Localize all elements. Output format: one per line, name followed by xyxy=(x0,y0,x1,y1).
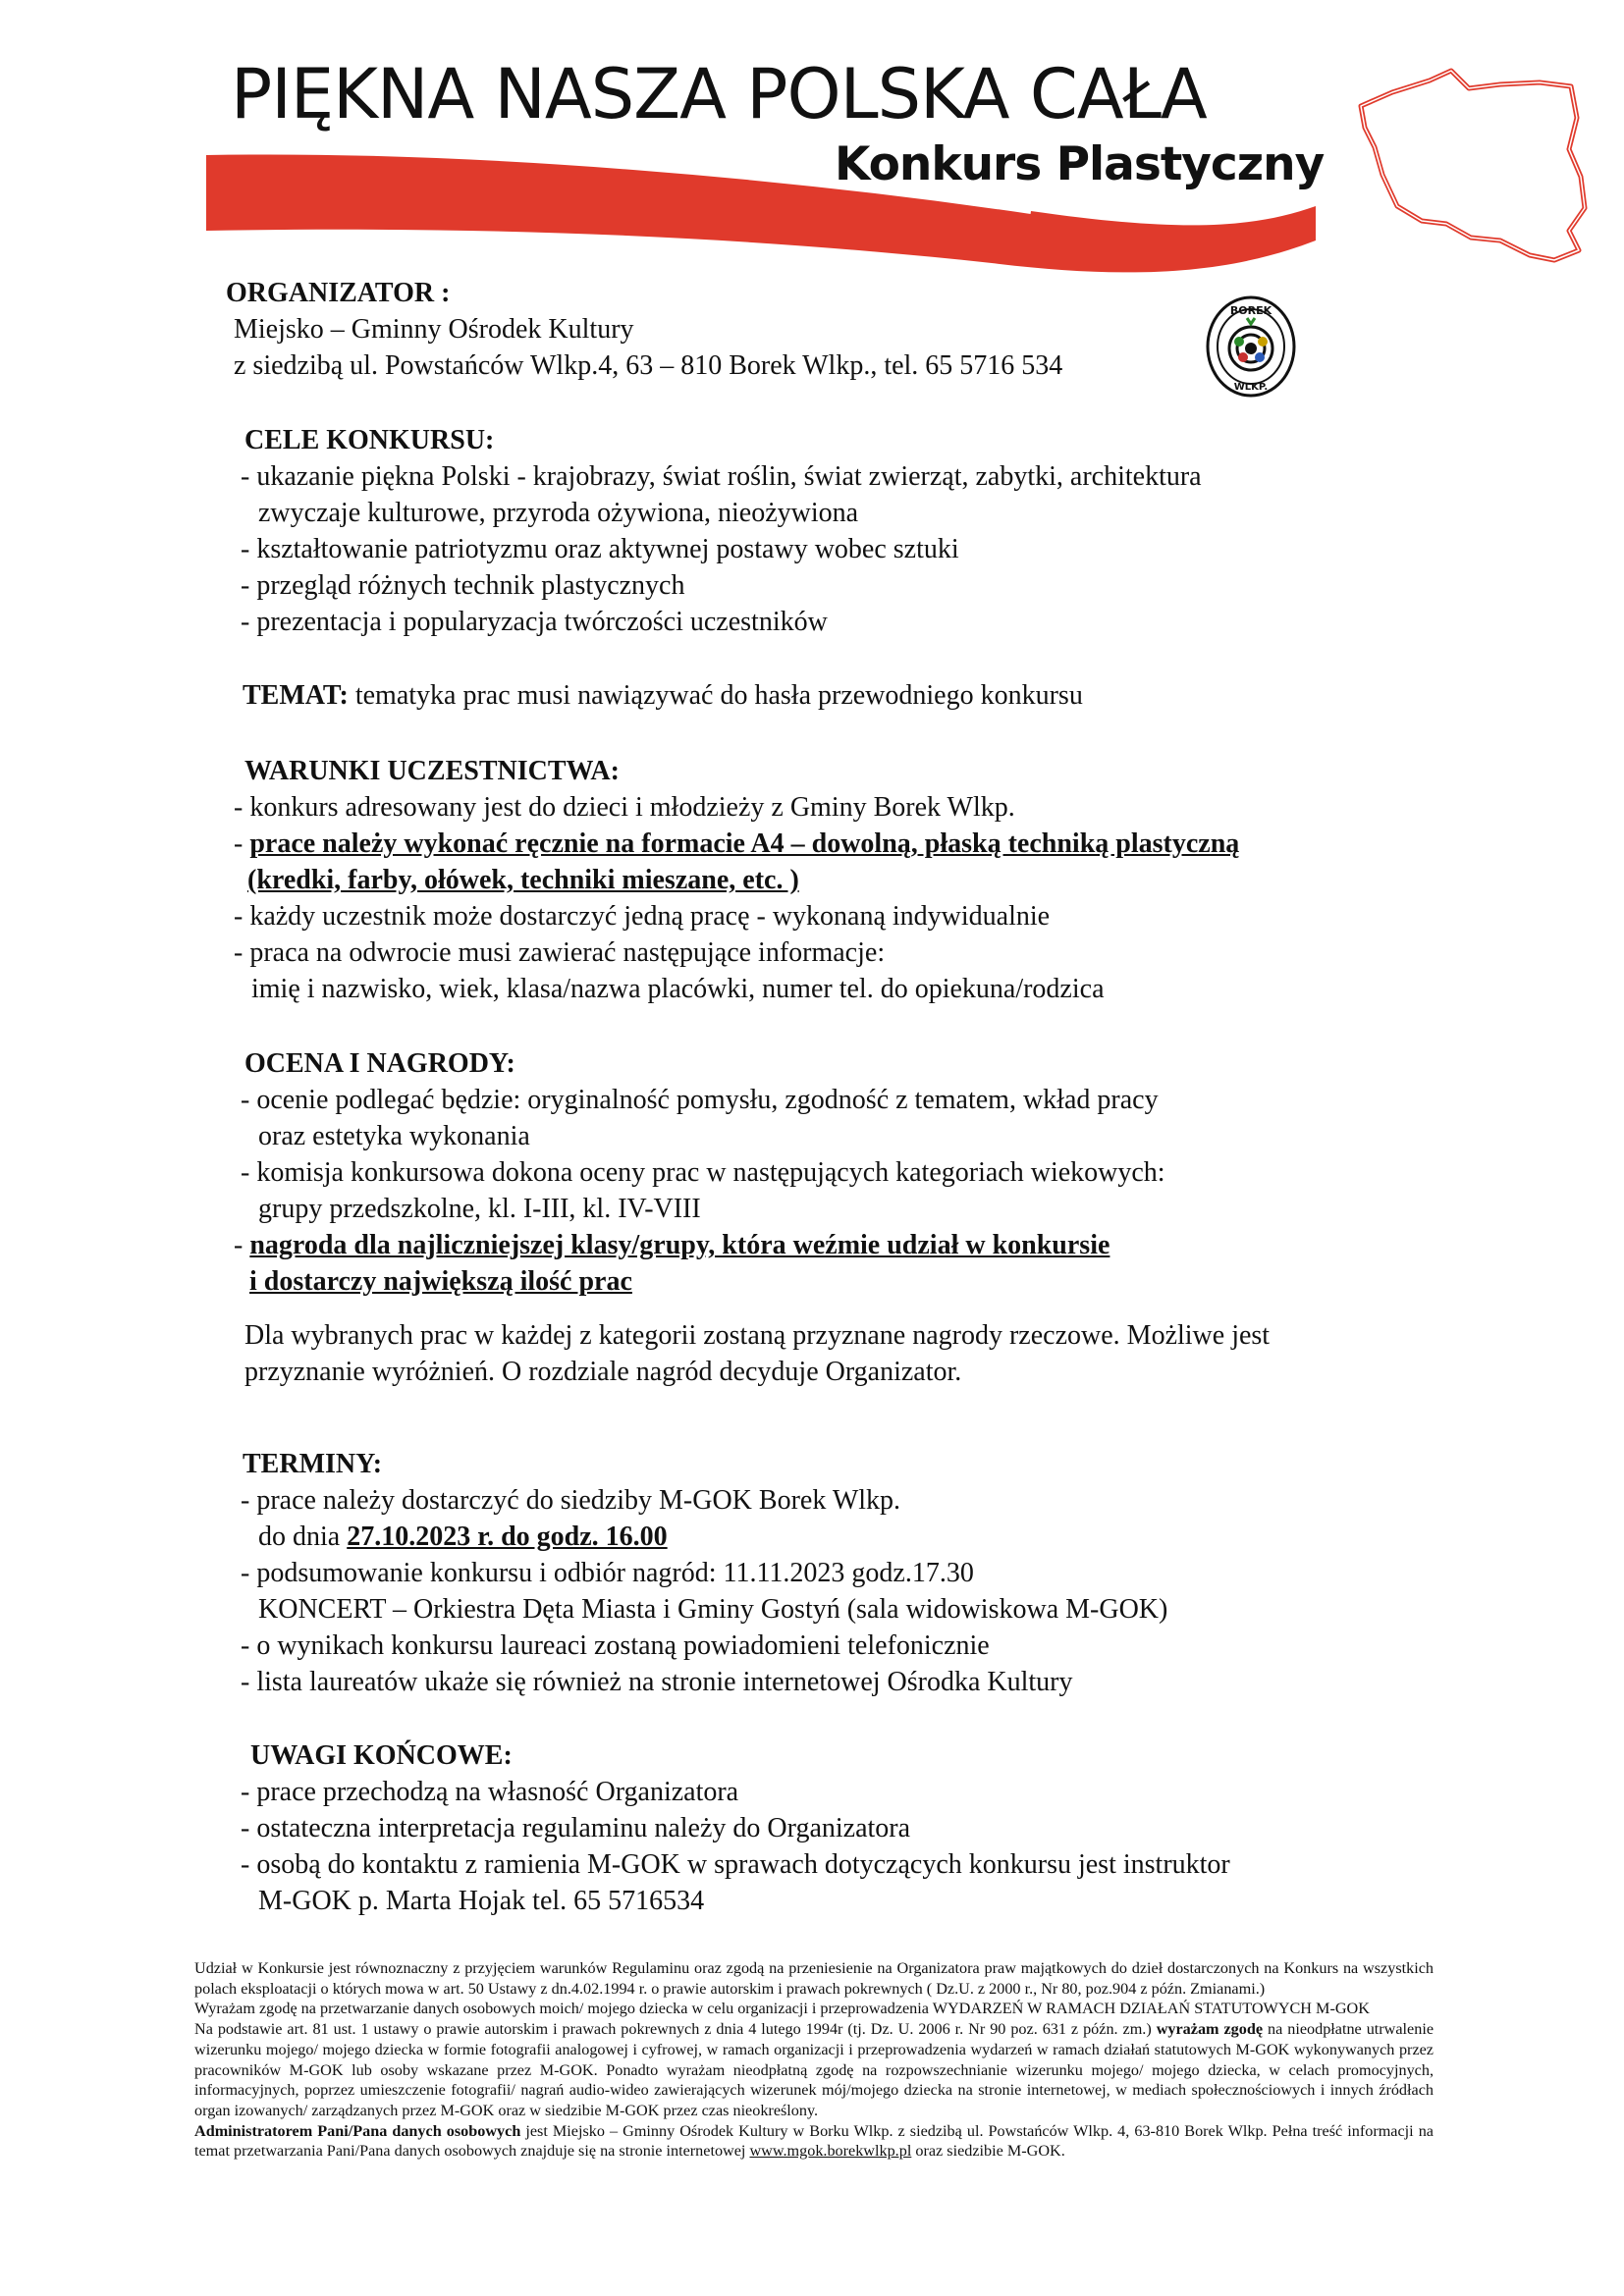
awards-section xyxy=(234,1045,1271,1390)
footer-text: jest Miejsko – Gminny Ośrodek Kultury w Borku Wlkp. z siedzibą ul. Powstańców Wlkp. 4, 63-810 Borek Wlkp. Pełna treść informacji na temat przetwarzania Pani/Pana danych osobowych znajduje się na stronie internetowej xyxy=(194,2121,1434,2161)
conditions-format-rule: prace należy wykonać ręcznie na formacie A4 – dowolną, płaską techniką plastyczną xyxy=(249,828,1240,859)
conditions-line: - konkurs adresowany jest do dzieci i młodzieży z Gminy Borek Wlkp. xyxy=(234,792,1015,823)
organizer-address: z siedzibą ul. Powstańców Wlkp.4, 63 – 810 Borek Wlkp., tel. 65 5716 534 xyxy=(234,350,1063,381)
awards-dash: - xyxy=(234,1230,250,1260)
theme-section xyxy=(243,677,1083,714)
goals-item: - przegląd różnych technik plastycznych xyxy=(241,570,685,601)
dates-line: - o wynikach konkursu laureaci zostaną powiadomieni telefonicznie xyxy=(241,1630,990,1661)
conditions-line: - każdy uczestnik może dostarczyć jedną pracę - wykonaną indywidualnie xyxy=(234,901,1051,932)
conditions-techniques: (kredki, farby, ołówek, techniki mieszane, etc. ) xyxy=(247,865,799,895)
awards-line: grupy przedszkolne, kl. I-III, kl. IV-VIII xyxy=(258,1194,701,1224)
footer-paragraph: Udział w Konkursie jest równoznaczny z przyjęciem warunków Regulaminu oraz zgodą na przeniesienie na Organizatora praw majątkowych do dzieł dostarczonych na Konkurs na wszystkich polach eksploatacji o których mowa w art. 50 Ustawy z dn.4.02.1994 r. o prawie autorskim i prawach pokrewnych ( Dz.U. z 2000 r., Nr 80, poz.904 z późn. Zmianami.) xyxy=(194,1959,1434,1998)
conditions-line: imię i nazwisko, wiek, klasa/nazwa placówki, numer tel. do opiekuna/rodzica xyxy=(251,974,1105,1004)
poland-map-icon xyxy=(1353,59,1594,275)
header-banner xyxy=(187,29,1532,314)
awards-line: oraz estetyka wykonania xyxy=(258,1121,530,1151)
organizer-section xyxy=(226,275,1062,384)
goals-item: - ukazanie piękna Polski - krajobrazy, świat roślin, świat zwierząt, zabytki, architektura xyxy=(241,461,1202,492)
goals-item: zwyczaje kulturowe, przyroda ożywiona, nieożywiona xyxy=(258,498,859,528)
dates-section xyxy=(241,1446,1167,1700)
footer-administrator xyxy=(194,2121,1434,2162)
final-notes-line: - osobą do kontaktu z ramienia M-GOK w sprawach dotyczących konkursu jest instruktor xyxy=(241,1849,1230,1880)
mgok-logo-seal xyxy=(1204,294,1298,399)
page-title: PIĘKNA NASZA POLSKA CAŁA xyxy=(231,54,1207,134)
final-notes-line: - prace przechodzą na własność Organizatora xyxy=(241,1777,739,1807)
footer-text: oraz siedzibie M-GOK. xyxy=(911,2142,1065,2161)
awards-line: - komisja konkursowa dokona oceny prac w następujących kategoriach wiekowych: xyxy=(241,1157,1165,1188)
conditions-dash: - xyxy=(234,828,250,859)
awards-paragraph: przyznanie wyróżnień. O rozdziale nagród decyduje Organizator. xyxy=(244,1357,962,1387)
goals-section xyxy=(241,422,1202,640)
website-link[interactable]: www.mgok.borekwlkp.pl xyxy=(749,2142,912,2161)
awards-line: - ocenie podlegać będzie: oryginalność pomysłu, zgodność z tematem, wkład pracy xyxy=(241,1085,1159,1115)
goals-item: - prezentacja i popularyzacja twórczości uczestników xyxy=(241,607,828,637)
dates-concert: KONCERT – Orkiestra Dęta Miasta i Gminy Gostyń (sala widowiskowa M-GOK) xyxy=(258,1594,1168,1625)
footer-text: Na podstawie art. 81 ust. 1 ustawy o prawie autorskim i prawach pokrewnych z dnia 4 lutego 1994r (tj. Dz. U. 2006 r. Nr 90 poz. 631 z późn. zm.) xyxy=(194,2020,1157,2039)
footer-paragraph: Wyrażam zgodę na przetwarzanie danych osobowych moich/ mojego dziecka w celu organizacji i przeprowadzenia WYDARZEŃ W RAMACH DZIAŁAŃ STATUTOWYCH M-GOK xyxy=(194,2000,1370,2018)
organizer-name: Miejsko – Gminny Ośrodek Kultury xyxy=(234,314,634,345)
theme-text: tematyka prac musi nawiązywać do hasła przewodniego konkursu xyxy=(348,680,1083,711)
page-subtitle: Konkurs Plastyczny xyxy=(835,137,1325,191)
logo-top-text: BOREK xyxy=(1229,304,1272,317)
dates-line: - prace należy dostarczyć do siedziby M-GOK Borek Wlkp. xyxy=(241,1485,901,1516)
conditions-section xyxy=(234,753,1239,1007)
final-notes-section xyxy=(241,1737,1230,1919)
conditions-heading: WARUNKI UCZESTNICTWA: xyxy=(244,756,620,786)
final-notes-heading: UWAGI KOŃCOWE: xyxy=(250,1740,513,1771)
dates-deadline: 27.10.2023 r. do godz. 16.00 xyxy=(347,1522,668,1552)
dates-line: - lista laureatów ukaże się również na stronie internetowej Ośrodka Kultury xyxy=(241,1667,1073,1697)
goals-item: - kształtowanie patriotyzmu oraz aktywnej postawy wobec sztuki xyxy=(241,534,959,564)
dates-line: - podsumowanie konkursu i odbiór nagród: 11.11.2023 godz.17.30 xyxy=(241,1558,974,1588)
dates-deadline-prefix: do dnia xyxy=(258,1522,348,1552)
footer-text: na nieodpłatne utrwalenie wizerunku mojego/ mojego dziecka w formie fotografii analogowej i cyfrowej, w ramach organizacji i przeprowadzenia wydarzeń w ramach działań statutowych M-GOK wykonywanych przez pracowników M-GOK lub osoby wskazane przez M-GOK. Ponadto wyrażam nieodpłatną zgodę na rozpowszechnianie wizerunku mojego/ mojego dziecka, w celach promocyjnych, informacyjnych, poprzez umieszczenie fotografii/ nagrań audio-wideo zawierających wizerunek mój/mojego dziecka na stronie internetowej, w mediach społecznościowych i innych źródłach organ izowanych/ zarządzanych przez M-GOK oraz w siedzibie M-GOK przez czas nieokreślony. xyxy=(194,2020,1435,2119)
dates-heading: TERMINY: xyxy=(243,1449,383,1479)
footer-image-consent xyxy=(194,2019,1434,2121)
awards-heading: OCENA I NAGRODY: xyxy=(244,1048,515,1079)
awards-class-prize-cont: i dostarczy największą ilość prac xyxy=(249,1266,632,1297)
footer-admin-bold: Administratorem Pani/Pana danych osobowych xyxy=(194,2121,521,2140)
awards-paragraph: Dla wybranych prac w każdej z kategorii zostaną przyznane nagrody rzeczowe. Możliwe jest xyxy=(244,1320,1271,1351)
theme-label: TEMAT: xyxy=(243,680,349,711)
final-notes-line: M-GOK p. Marta Hojak tel. 65 5716534 xyxy=(258,1886,705,1916)
footer-consent-bold: wyrażam zgodę xyxy=(1156,2020,1264,2039)
logo-bottom-text: WLKP. xyxy=(1233,382,1269,393)
conditions-line: - praca na odwrocie musi zawierać następujące informacje: xyxy=(234,937,886,968)
awards-class-prize: nagroda dla najliczniejszej klasy/grupy, która weźmie udział w konkursie xyxy=(249,1230,1110,1260)
final-notes-line: - ostateczna interpretacja regulaminu należy do Organizatora xyxy=(241,1813,911,1843)
goals-heading: CELE KONKURSU: xyxy=(244,425,495,455)
organizer-heading: ORGANIZATOR : xyxy=(226,278,451,308)
legal-footer xyxy=(194,1958,1434,2162)
